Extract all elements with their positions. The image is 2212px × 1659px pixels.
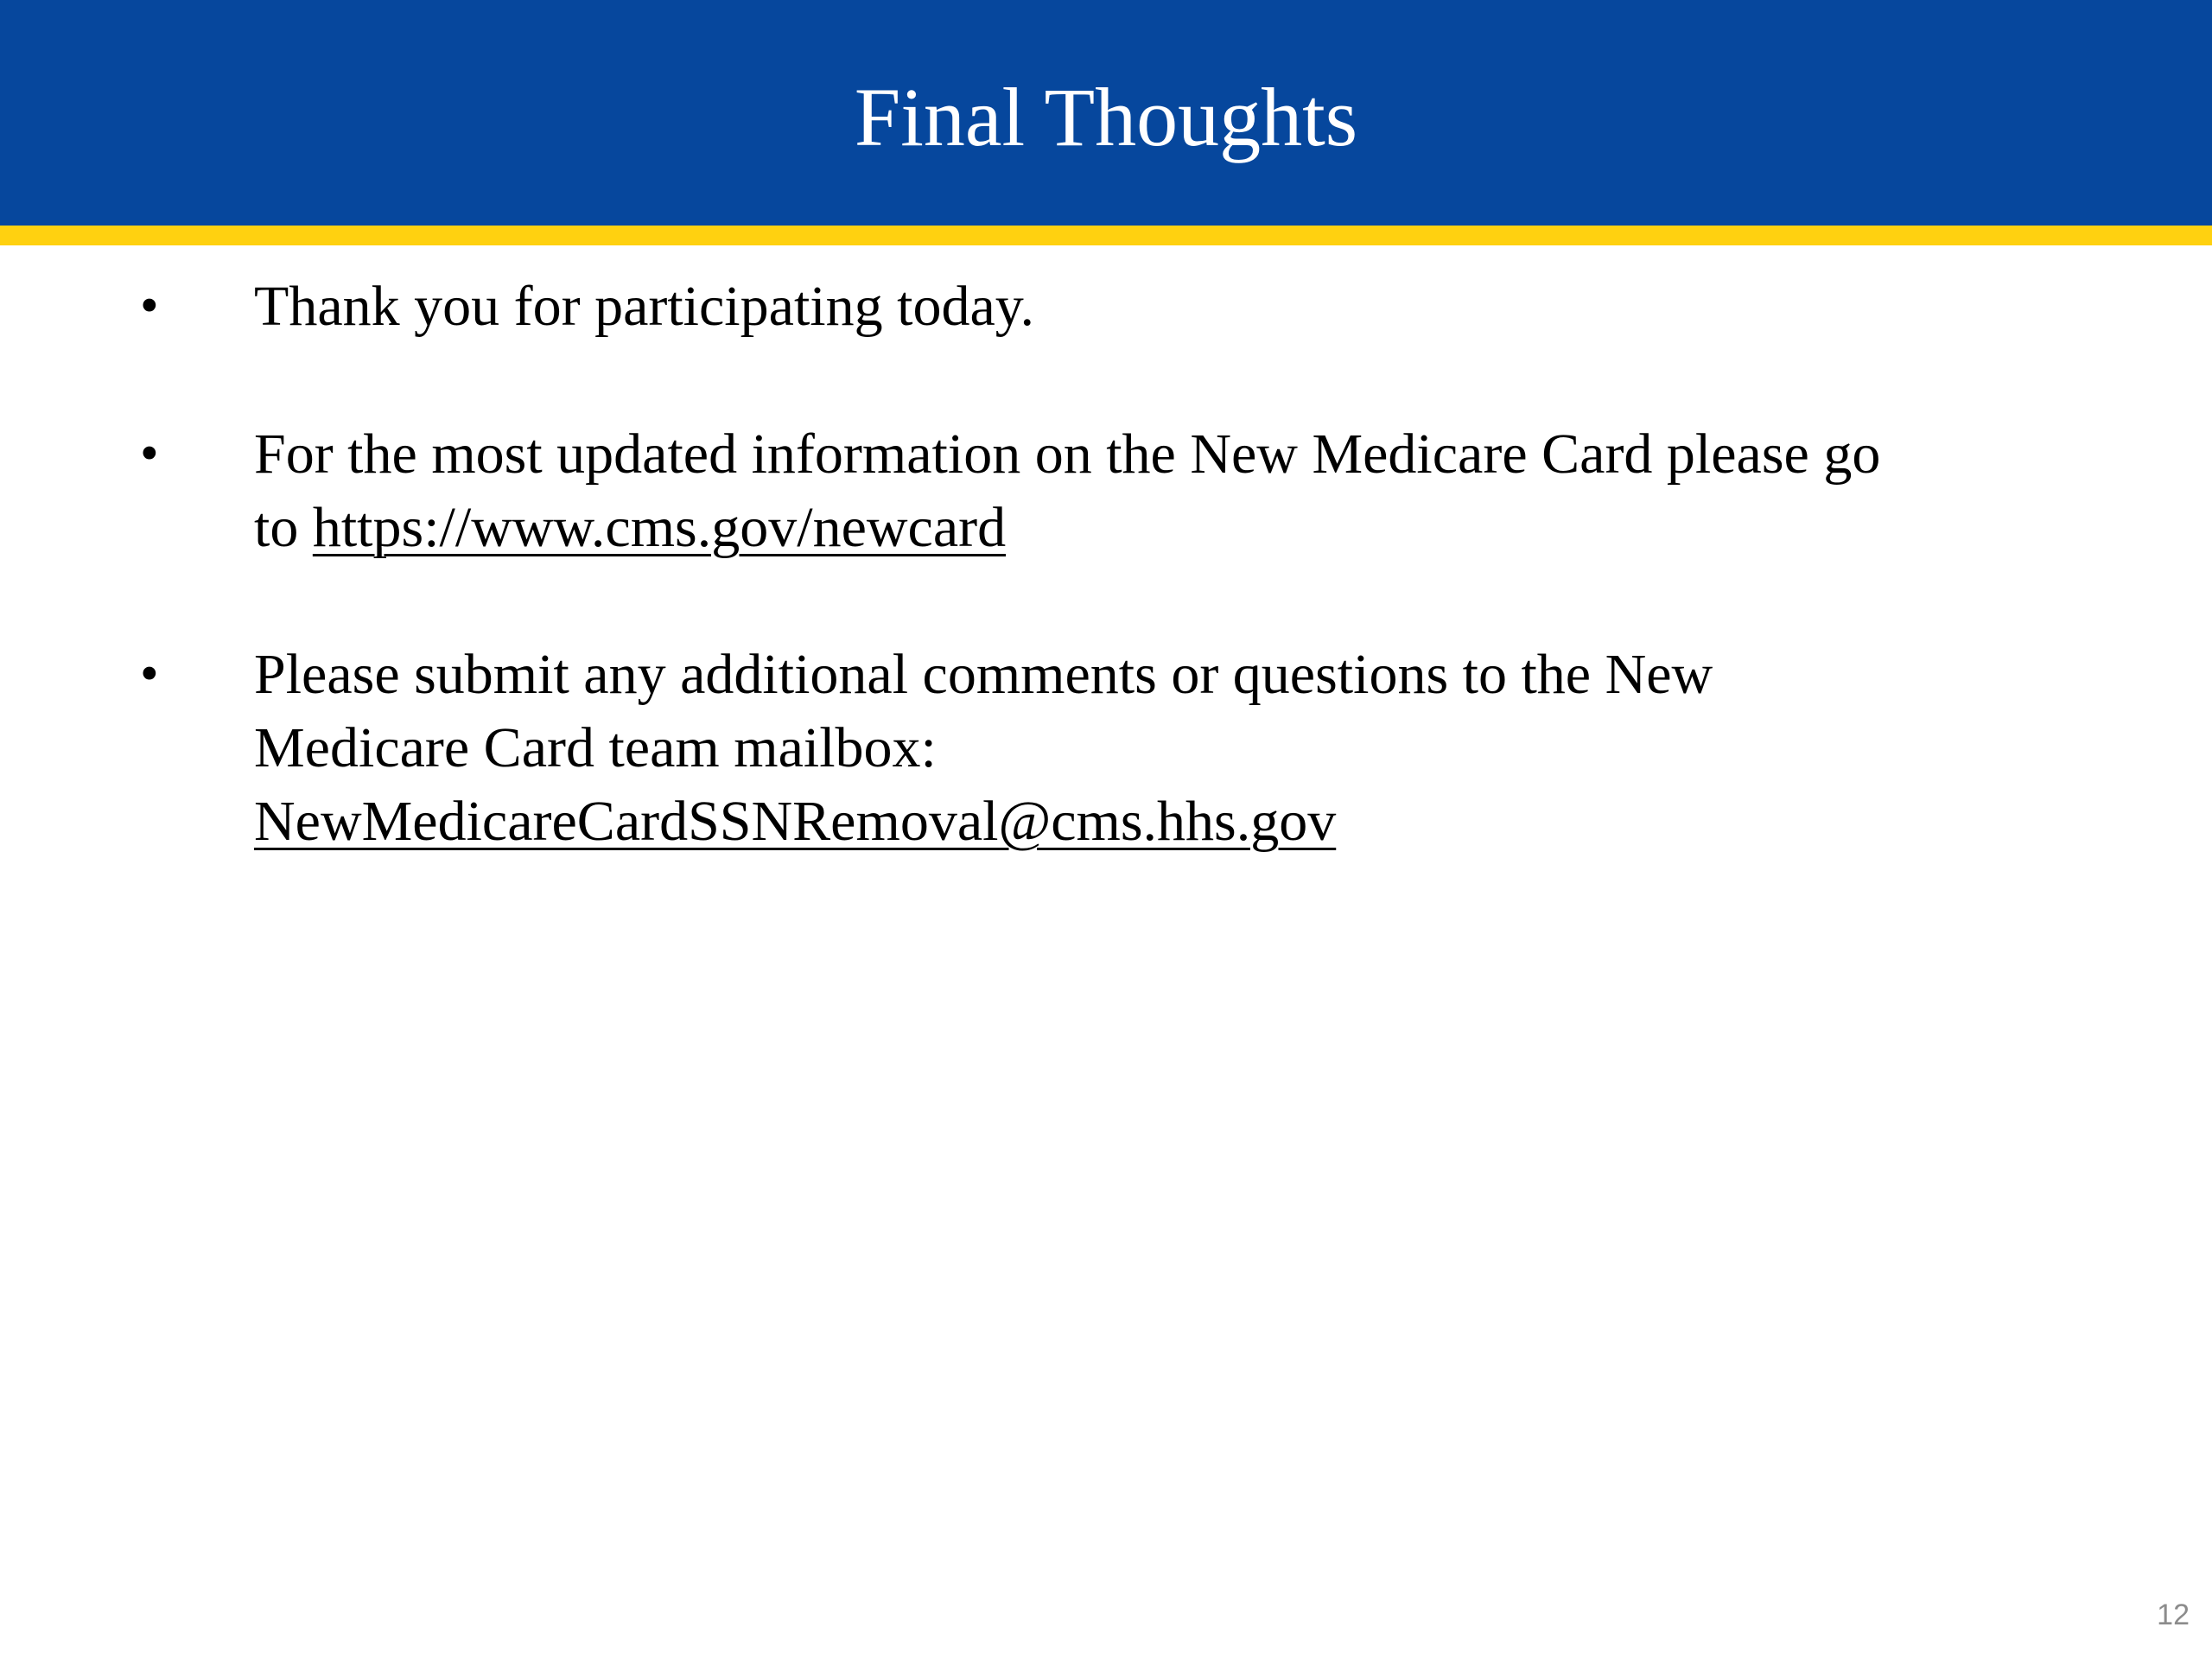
bullet-marker: • xyxy=(140,645,159,703)
bullet-marker: • xyxy=(140,276,159,335)
bullet-line: For the most updated information on the New Medicare Card please go xyxy=(254,423,1881,486)
page-number: 12 xyxy=(2157,1599,2190,1631)
mailbox-email-link[interactable]: NewMedicareCardSSNRemoval@cms.hhs.gov xyxy=(254,790,1337,853)
bullet-line: Thank you for participating today. xyxy=(254,275,1034,338)
newcard-link[interactable]: https://www.cms.gov/newcard xyxy=(312,496,1007,559)
bullet-text xyxy=(254,270,2060,343)
bullet-line: Medicare Card team mailbox: xyxy=(254,716,937,779)
slide-title: Final Thoughts xyxy=(854,71,1358,163)
bullet-text xyxy=(254,638,2060,858)
bullet-marker: • xyxy=(140,424,159,483)
bullet-line-prefix: to xyxy=(254,496,313,559)
bullet-line: Please submit any additional comments or questions to the New xyxy=(254,643,1713,706)
bullet-line xyxy=(254,491,2060,564)
bullet-line xyxy=(254,785,2060,858)
bullet-text xyxy=(254,417,2060,564)
